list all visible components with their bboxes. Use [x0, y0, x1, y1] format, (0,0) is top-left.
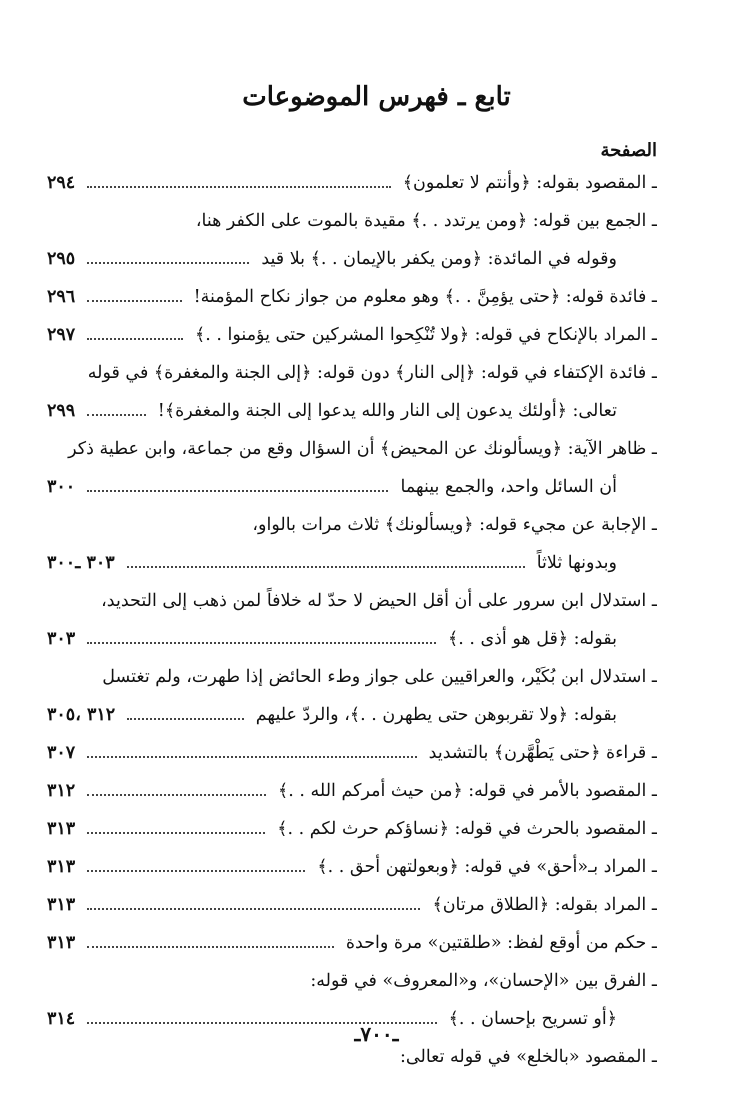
page-column-header: الصفحة — [600, 140, 657, 161]
index-entry — [47, 278, 657, 316]
entry-page-number: ٢٩٦ — [47, 287, 76, 307]
entry-page-number: ٣١٢ ،٣٠٥ — [47, 705, 116, 725]
index-entry — [47, 848, 657, 886]
entry-page-number: ٣١٤ — [47, 1009, 76, 1029]
index-entry — [47, 658, 657, 696]
dot-leader — [127, 566, 525, 568]
entry-page-number: ٣١٣ — [47, 857, 76, 877]
entry-page-number: ٣٠٠ — [47, 477, 76, 497]
entry-page-number: ٢٩٤ — [47, 173, 76, 193]
entry-text: ـ الإجابة عن مجيء قوله: ﴿ويسألونك﴾ ثلاث مرات بالواو، — [252, 515, 657, 535]
entry-text: ـ حكم من أوقع لفظ: «طلقتين» مرة واحدة — [345, 933, 657, 953]
index-entry — [47, 240, 657, 278]
index-entry — [47, 620, 657, 658]
entry-text: تعالى: ﴿أولئك يدعون إلى النار والله يدعوا إلى الجنة والمغفرة﴾! — [157, 401, 617, 421]
index-entry — [47, 962, 657, 1000]
dot-leader — [87, 756, 416, 758]
index-entry — [47, 582, 657, 620]
index-entry — [47, 392, 657, 430]
index-entry — [47, 544, 657, 582]
dot-leader — [87, 870, 305, 872]
index-entry — [47, 316, 657, 354]
entry-text: وبدونها ثلاثاً — [536, 553, 617, 573]
index-entry — [47, 202, 657, 240]
entry-text: وقوله في المائدة: ﴿ومن يكفر بالإيمان . .﴾ بلا قيد — [261, 249, 617, 269]
entry-text: ـ المقصود «بالخلع» في قوله تعالى: — [400, 1047, 657, 1067]
index-entry — [47, 354, 657, 392]
dot-leader — [87, 300, 181, 302]
index-entry — [47, 468, 657, 506]
entry-text: أن السائل واحد، والجمع بينهما — [400, 477, 617, 497]
entry-page-number: ٣١٣ — [47, 819, 76, 839]
entry-text: ـ المراد بالإنكاح في قوله: ﴿ولا تُنْكِحوا المشركين حتى يؤمنوا . .﴾ — [195, 325, 657, 345]
entry-text: بقوله: ﴿قل هو أذى . .﴾ — [447, 629, 617, 649]
entry-page-number: ٣٠٧ — [47, 743, 76, 763]
entry-page-number: ٢٩٥ — [47, 249, 76, 269]
entry-text: ـ المقصود بالأمر في قوله: ﴿من حيث أمركم الله . .﴾ — [278, 781, 657, 801]
dot-leader — [87, 490, 388, 492]
entry-text: بقوله: ﴿ولا تقربوهن حتى يطهرن . .﴾، والردّ عليهم — [255, 705, 617, 725]
dot-leader — [127, 718, 244, 720]
page-title: تابع ـ فهرس الموضوعات — [242, 82, 511, 112]
dot-leader — [87, 262, 249, 264]
dot-leader — [87, 794, 266, 796]
entry-text: ـ المراد بقوله: ﴿الطلاق مرتان﴾ — [432, 895, 657, 915]
index-entry — [47, 886, 657, 924]
index-entry — [47, 696, 657, 734]
entry-text: ـ فائدة قوله: ﴿حتى يؤمِنَّ . .﴾ وهو معلوم من جواز نكاح المؤمنة! — [193, 287, 657, 307]
dot-leader — [87, 414, 146, 416]
index-entry — [47, 430, 657, 468]
dot-leader — [87, 946, 334, 948]
entry-page-number: ٣١٣ — [47, 895, 76, 915]
page-number: ـ٧٠٠ـ — [354, 1022, 399, 1046]
entry-text: ـ المراد بـ«أحق» في قوله: ﴿وبعولتهن أحق . .﴾ — [317, 857, 657, 877]
index-entry — [47, 924, 657, 962]
entry-text: ـ المقصود بقوله: ﴿وأنتم لا تعلمون﴾ — [402, 173, 657, 193]
entry-text: ـ استدلال ابن سرور على أن أقل الحيض لا حدّ له خلافاً لمن ذهب إلى التحديد، — [101, 591, 657, 611]
entry-text: ـ المقصود بالحرث في قوله: ﴿نساؤكم حرث لكم . .﴾ — [277, 819, 657, 839]
index-entry — [47, 734, 657, 772]
index-entry — [47, 810, 657, 848]
entry-text: ﴿أو تسريح بإحسان . .﴾ — [448, 1009, 617, 1029]
entry-page-number: ٣٠٣ ـ٣٠٠ — [47, 553, 115, 573]
entry-text: ـ قراءة ﴿حتى يَطْهَّرن﴾ بالتشديد — [428, 743, 657, 763]
entry-page-number: ٣١٢ — [47, 781, 76, 801]
index-entry — [47, 772, 657, 810]
entry-page-number: ٢٩٩ — [47, 401, 76, 421]
entry-text: ـ ظاهر الآية: ﴿ويسألونك عن المحيض﴾ أن السؤال وقع من جماعة، وابن عطية ذكر — [68, 439, 657, 459]
entry-text: ـ استدلال ابن بُكَيْر، والعراقيين على جواز وطء الحائض إذا طهرت، ولم تغتسل — [102, 667, 657, 687]
dot-leader — [87, 832, 265, 834]
entry-text: ـ الجمع بين قوله: ﴿ومن يرتدد . .﴾ مقيدة بالموت على الكفر هنا، — [195, 211, 657, 231]
entry-text: ـ الفرق بين «الإحسان»، و«المعروف» في قوله: — [310, 971, 657, 991]
dot-leader — [87, 338, 183, 340]
entry-page-number: ٣٠٣ — [47, 629, 76, 649]
index-entries — [47, 164, 657, 1076]
index-entry — [47, 164, 657, 202]
dot-leader — [87, 186, 391, 188]
entry-page-number: ٢٩٧ — [47, 325, 76, 345]
entry-text: ـ فائدة الإكتفاء في قوله: ﴿إلى النار﴾ دون قوله: ﴿إلى الجنة والمغفرة﴾ في قوله — [87, 363, 657, 383]
entry-page-number: ٣١٣ — [47, 933, 76, 953]
dot-leader — [87, 908, 420, 910]
dot-leader — [87, 642, 436, 644]
index-entry — [47, 506, 657, 544]
